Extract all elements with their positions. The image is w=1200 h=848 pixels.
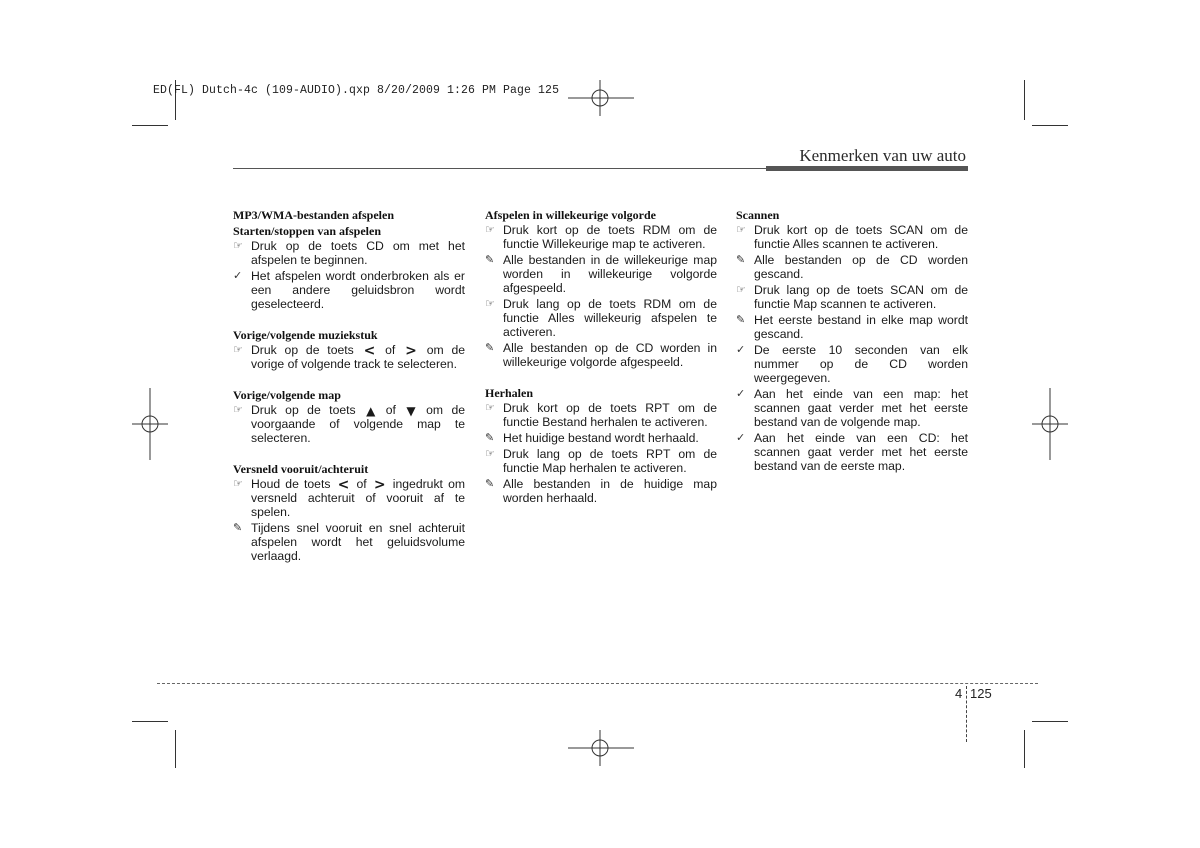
pointing-hand-icon: ☞ bbox=[485, 297, 495, 310]
check-mark-icon: ✓ bbox=[736, 343, 746, 356]
item-text: Druk op de toets bbox=[251, 403, 356, 417]
pencil-note-icon: ✎ bbox=[233, 521, 243, 534]
check-mark-icon: ✓ bbox=[736, 387, 746, 400]
page-number: 125 bbox=[970, 686, 992, 701]
section-title: Afspelen in willekeurige volgorde bbox=[485, 208, 656, 222]
section-title: Vorige/volgende map bbox=[233, 388, 341, 402]
crop-mark-bottom-right-v bbox=[1024, 730, 1025, 768]
item-text: Tijdens snel vooruit en snel achteruit afspelen wordt het geluidsvolume verlaagd. bbox=[251, 521, 465, 563]
pointing-hand-icon: ☞ bbox=[485, 401, 495, 414]
list-item bbox=[485, 253, 717, 295]
list-item bbox=[233, 269, 465, 311]
item-text: Alle bestanden in de huidige map worden herhaald. bbox=[503, 477, 717, 505]
list-item bbox=[736, 283, 968, 311]
footer-rule bbox=[157, 683, 1038, 684]
pencil-note-icon: ✎ bbox=[485, 477, 495, 490]
pointing-hand-icon: ☞ bbox=[233, 477, 243, 490]
chevron-right-icon: > bbox=[373, 477, 386, 493]
pencil-note-icon: ✎ bbox=[736, 313, 746, 326]
check-mark-icon: ✓ bbox=[233, 269, 243, 282]
item-text: of bbox=[385, 343, 396, 357]
crosshair-registration-icon bbox=[568, 730, 634, 766]
instruction-list bbox=[233, 477, 465, 563]
crop-mark-top-right-h bbox=[1032, 125, 1068, 126]
list-item bbox=[485, 401, 717, 429]
item-text: Aan het einde van een CD: het scannen gaat verder met het eerste bestand van de eerste map. bbox=[754, 431, 968, 473]
item-text: Het eerste bestand in elke map wordt gescand. bbox=[754, 313, 968, 341]
section-title: Scannen bbox=[736, 208, 780, 222]
pointing-hand-icon: ☞ bbox=[736, 223, 746, 236]
printer-slug: ED(FL) Dutch-4c (109-AUDIO).qxp 8/20/2009 1:26 PM Page 125 bbox=[153, 84, 560, 97]
crop-mark-bottom-left-h bbox=[132, 721, 168, 722]
item-text: om de vorige of volgende track te selecteren. bbox=[251, 343, 465, 371]
item-text: Druk lang op de toets RPT om de functie Map herhalen te activeren. bbox=[503, 447, 717, 475]
crop-mark-top-left-h bbox=[132, 125, 168, 126]
section-title: Vorige/volgende muziekstuk bbox=[233, 328, 378, 342]
list-item bbox=[736, 387, 968, 429]
crop-mark-bottom-right-h bbox=[1032, 721, 1068, 722]
item-text: of bbox=[385, 403, 396, 417]
item-text: ingedrukt om versneld achteruit of vooruit af te spelen. bbox=[251, 477, 466, 519]
column-2 bbox=[485, 207, 717, 507]
pointing-hand-icon: ☞ bbox=[233, 403, 243, 416]
pencil-note-icon: ✎ bbox=[736, 253, 746, 266]
list-item bbox=[233, 521, 465, 563]
list-item bbox=[485, 341, 717, 369]
instruction-list bbox=[233, 403, 465, 445]
column-3 bbox=[736, 207, 968, 475]
list-item bbox=[485, 297, 717, 339]
item-text: Alle bestanden in de willekeurige map worden in willekeurige volgorde afgespeeld. bbox=[503, 253, 717, 295]
list-item bbox=[485, 477, 717, 505]
item-text: Druk kort op de toets RDM om de functie Willekeurige map te activeren. bbox=[503, 223, 717, 251]
item-text: De eerste 10 seconden van elk nummer op de CD worden weergegeven. bbox=[754, 343, 968, 385]
pointing-hand-icon: ☞ bbox=[233, 343, 243, 356]
item-text: Druk op de toets CD om met het afspelen te beginnen. bbox=[251, 239, 465, 267]
crop-mark-top-right-v bbox=[1024, 80, 1025, 120]
triangle-up-icon: ▲ bbox=[366, 404, 376, 418]
column-1 bbox=[233, 207, 465, 565]
page-number-separator bbox=[966, 686, 967, 742]
list-item bbox=[736, 343, 968, 385]
instruction-list bbox=[233, 239, 465, 311]
pointing-hand-icon: ☞ bbox=[736, 283, 746, 296]
section-title: Versneld vooruit/achteruit bbox=[233, 462, 369, 476]
item-text: Druk kort op de toets RPT om de functie Bestand herhalen te activeren. bbox=[503, 401, 717, 429]
list-item bbox=[233, 403, 465, 445]
list-item bbox=[485, 223, 717, 251]
pencil-note-icon: ✎ bbox=[485, 253, 495, 266]
pencil-note-icon: ✎ bbox=[485, 431, 495, 444]
item-text: Alle bestanden op de CD worden gescand. bbox=[754, 253, 968, 281]
chevron-right-icon: > bbox=[405, 343, 417, 359]
pointing-hand-icon: ☞ bbox=[485, 223, 495, 236]
check-mark-icon: ✓ bbox=[736, 431, 746, 444]
item-text: Alle bestanden op de CD worden in willekeurige volgorde afgespeeld. bbox=[503, 341, 717, 369]
pointing-hand-icon: ☞ bbox=[485, 447, 495, 460]
section-header-title: Kenmerken van uw auto bbox=[799, 146, 966, 165]
triangle-down-icon: ▼ bbox=[406, 404, 416, 418]
list-item bbox=[736, 253, 968, 281]
crosshair-registration-icon bbox=[132, 388, 168, 460]
item-text: om de voorgaande of volgende map te selecteren. bbox=[251, 403, 465, 445]
list-item bbox=[736, 313, 968, 341]
item-text: Houd de toets bbox=[251, 477, 331, 491]
crop-mark-bottom-left-v bbox=[175, 730, 176, 768]
chevron-left-icon: < bbox=[363, 343, 376, 359]
section-title: Herhalen bbox=[485, 386, 533, 400]
pencil-note-icon: ✎ bbox=[485, 341, 495, 354]
section-title: MP3/WMA-bestanden afspelen bbox=[233, 208, 394, 222]
instruction-list bbox=[485, 223, 717, 369]
list-item bbox=[485, 447, 717, 475]
item-text: Aan het einde van een map: het scannen gaat verder met het eerste bestand van de volgende map. bbox=[754, 387, 968, 429]
crosshair-registration-icon bbox=[1032, 388, 1068, 460]
item-text: Druk lang op de toets SCAN om de functie Map scannen te activeren. bbox=[754, 283, 968, 311]
header-rule-accent bbox=[766, 166, 968, 171]
item-text: Het afspelen wordt onderbroken als er een andere geluidsbron wordt geselecteerd. bbox=[251, 269, 465, 311]
instruction-list bbox=[233, 343, 465, 371]
list-item bbox=[233, 477, 465, 519]
list-item bbox=[233, 343, 465, 371]
instruction-list bbox=[736, 223, 968, 473]
pointing-hand-icon: ☞ bbox=[233, 239, 243, 252]
list-item bbox=[233, 239, 465, 267]
list-item bbox=[485, 431, 717, 445]
instruction-list bbox=[485, 401, 717, 505]
item-text: Druk kort op de toets SCAN om de functie Alles scannen te activeren. bbox=[754, 223, 968, 251]
chapter-number: 4 bbox=[955, 686, 963, 701]
item-text: Druk lang op de toets RDM om de functie Alles willekeurig afspelen te activeren. bbox=[503, 297, 717, 339]
chevron-left-icon: < bbox=[337, 477, 350, 493]
list-item bbox=[736, 223, 968, 251]
list-item bbox=[736, 431, 968, 473]
item-text: of bbox=[356, 477, 367, 491]
item-text: Druk op de toets bbox=[251, 343, 354, 357]
section-subtitle: Starten/stoppen van afspelen bbox=[233, 224, 382, 238]
item-text: Het huidige bestand wordt herhaald. bbox=[503, 431, 699, 445]
crosshair-registration-icon bbox=[568, 80, 634, 116]
